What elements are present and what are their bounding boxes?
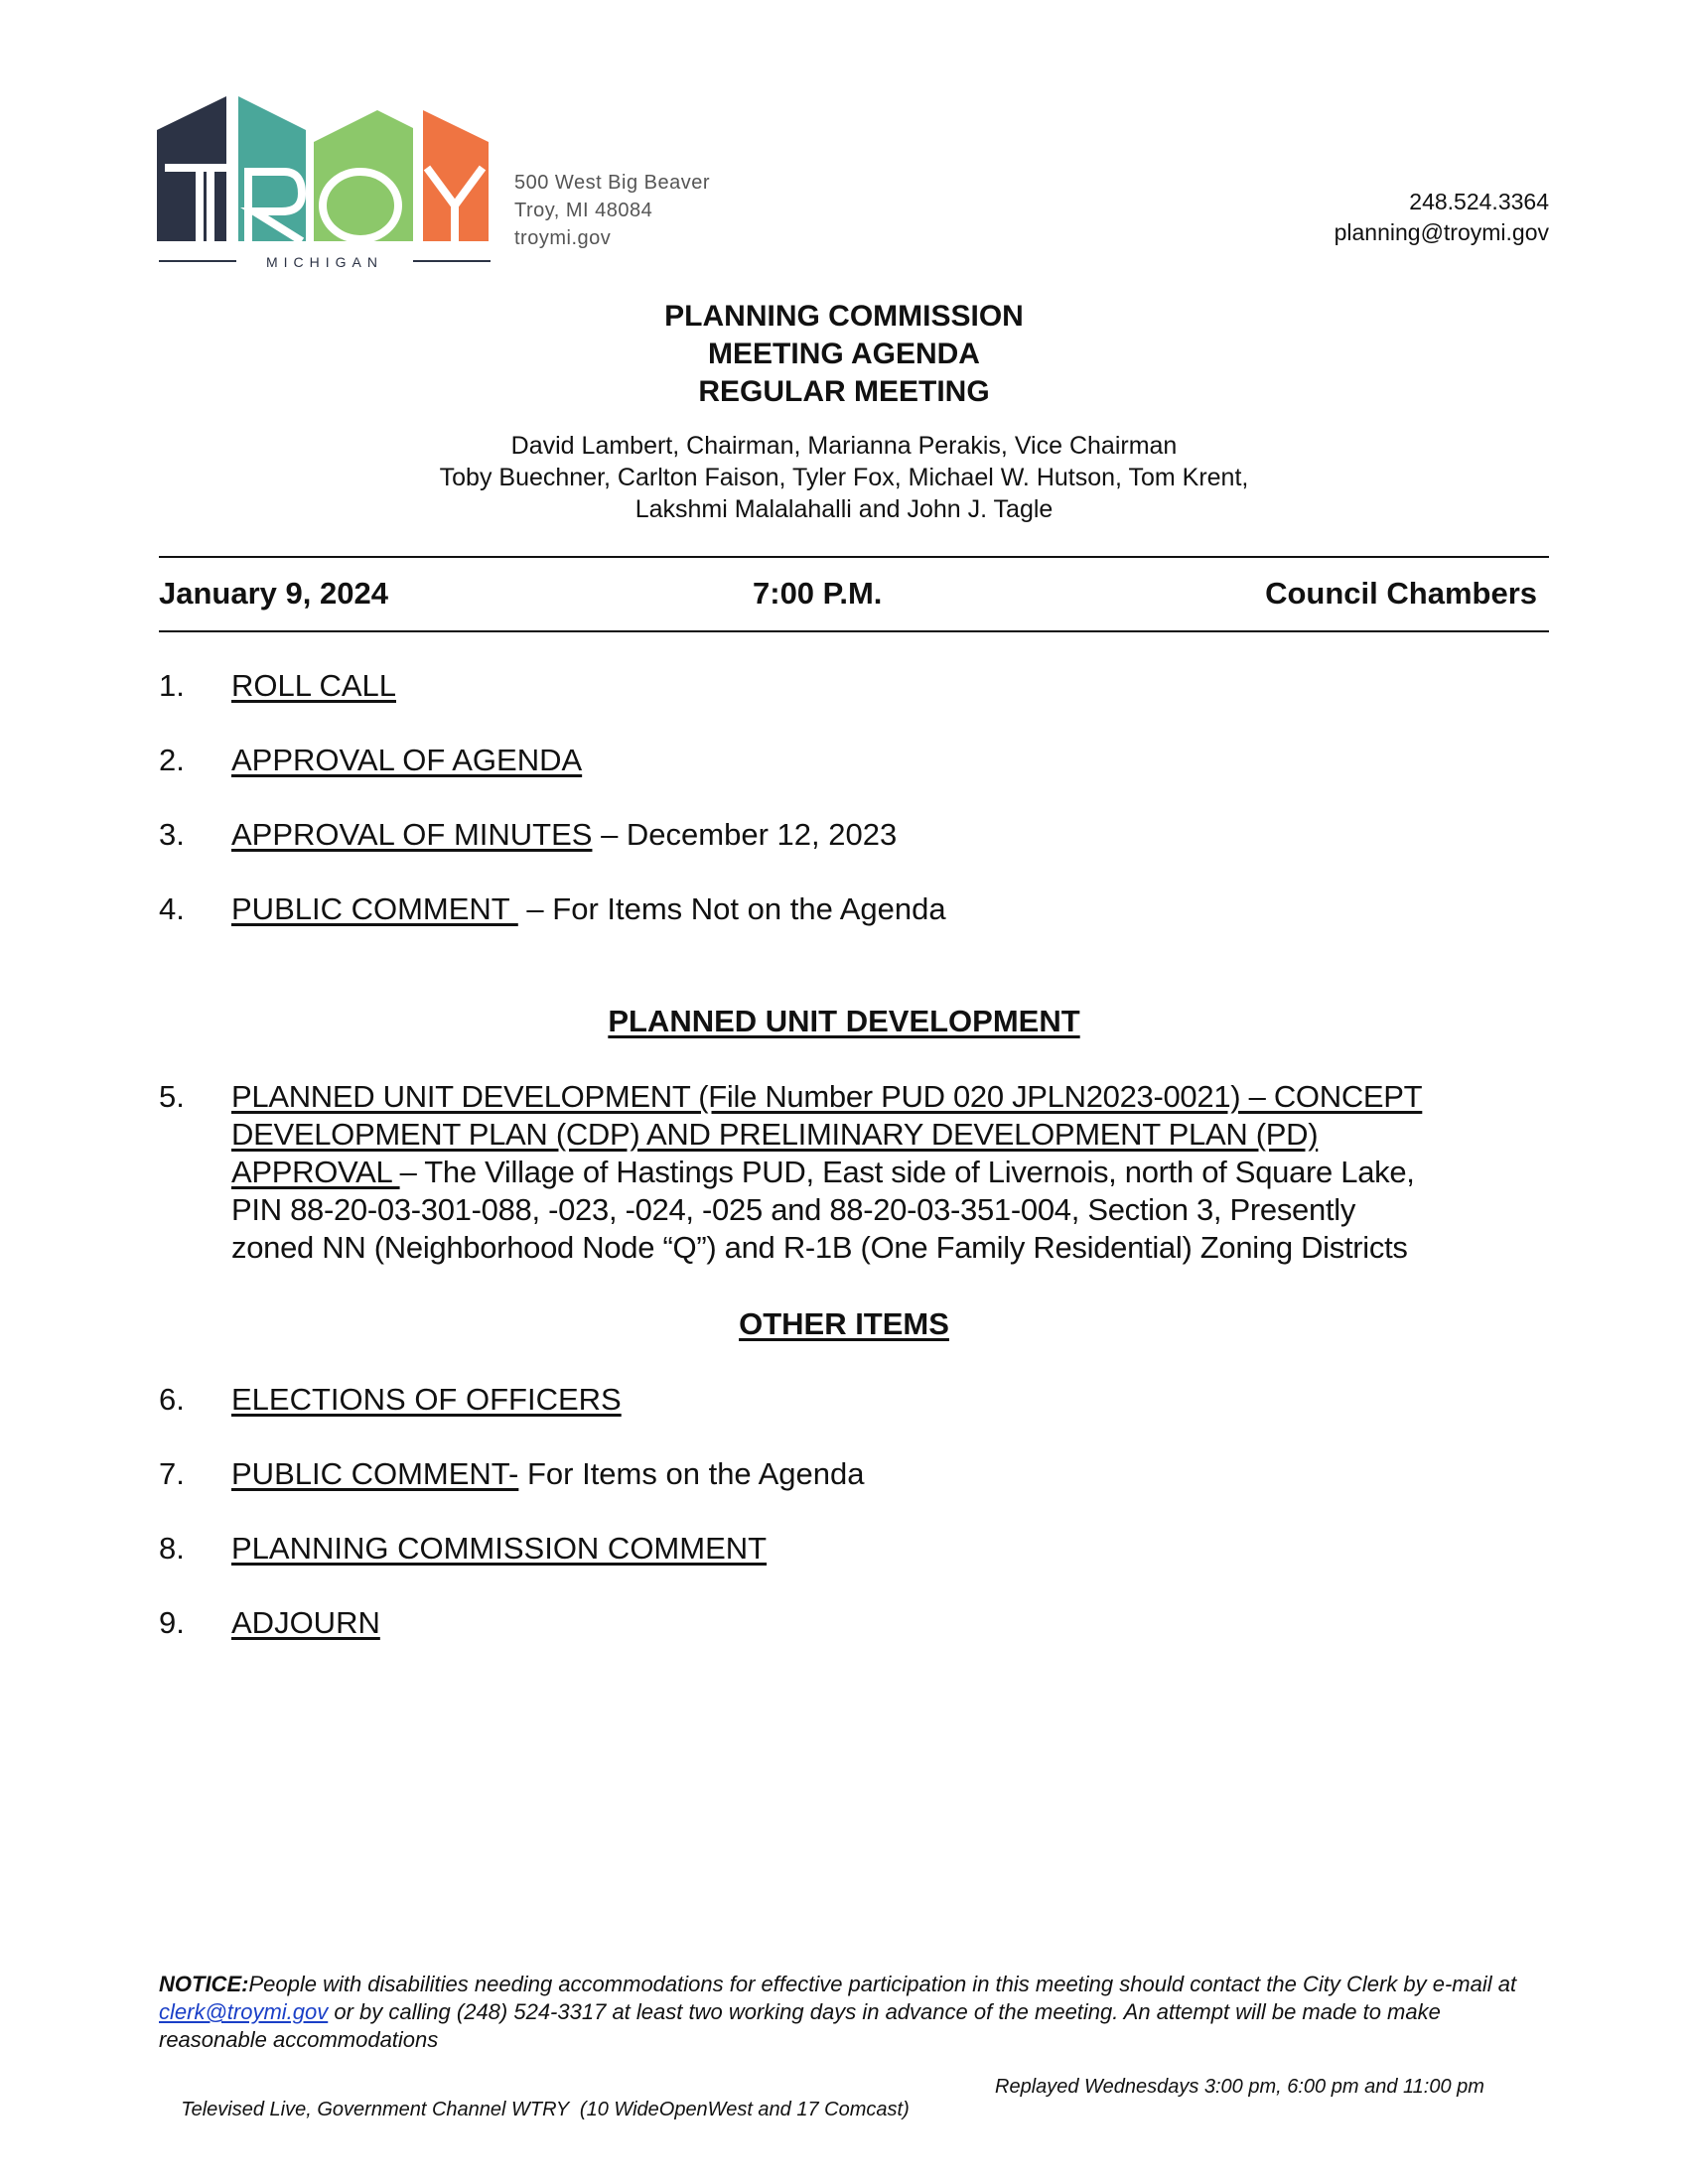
- commission-members: [0, 430, 1688, 525]
- item-title: PLANNING COMMISSION COMMENT: [231, 1531, 768, 1566]
- item-title-line: DEVELOPMENT PLAN (CDP) AND PRELIMINARY DEVELOPMENT PLAN (PD): [231, 1117, 1319, 1152]
- section-heading-pud: PLANNED UNIT DEVELOPMENT: [608, 1004, 1080, 1038]
- item-number: 4.: [159, 891, 185, 926]
- clerk-email-link[interactable]: clerk@troymi.gov: [159, 1999, 329, 2024]
- meeting-location: Council Chambers: [1265, 576, 1537, 611]
- replay-info: Replayed Wednesdays 3:00 pm, 6:00 pm and 11:00 pm: [995, 2076, 1484, 2098]
- item-detail: For Items on the Agenda: [518, 1456, 865, 1491]
- address-website[interactable]: troymi.gov: [514, 227, 612, 249]
- title-meeting-agenda: MEETING AGENDA: [708, 338, 980, 370]
- televised-info: Televised Live, Government Channel WTRY (10 WideOpenWest and 17 Comcast): [181, 2099, 910, 2120]
- item-title: PUBLIC COMMENT: [231, 891, 518, 926]
- planning-email[interactable]: planning@troymi.gov: [1334, 219, 1549, 245]
- members-line: Toby Buechner, Carlton Faison, Tyler Fox, Michael W. Hutson, Tom Krent,: [439, 464, 1249, 491]
- item-number: 1.: [159, 668, 185, 703]
- item-number: 2.: [159, 743, 185, 777]
- accessibility-notice: [159, 1971, 1549, 2054]
- logo-subtext: MICHIGAN: [266, 254, 383, 270]
- divider-bottom: [159, 630, 1549, 632]
- item-detail: PIN 88-20-03-301-088, -023, -024, -025 and 88-20-03-351-004, Section 3, Presently: [231, 1192, 1356, 1227]
- item-detail: zoned NN (Neighborhood Node “Q”) and R-1B (One Family Residential) Zoning Districts: [231, 1230, 1408, 1265]
- item-title: ROLL CALL: [231, 668, 396, 703]
- item-detail: – For Items Not on the Agenda: [517, 891, 946, 926]
- meeting-time: 7:00 P.M.: [753, 576, 883, 611]
- troy-michigan-logo: [157, 94, 494, 275]
- title-regular-meeting: REGULAR MEETING: [698, 375, 990, 408]
- divider-top: [159, 556, 1549, 558]
- section-heading-other-items: OTHER ITEMS: [739, 1306, 949, 1341]
- planning-phone: 248.524.3364: [1409, 189, 1549, 214]
- item-title: APPROVAL OF MINUTES: [231, 817, 593, 852]
- meeting-date: January 9, 2024: [159, 576, 388, 611]
- item-number: 7.: [159, 1456, 185, 1491]
- item-number: 8.: [159, 1531, 185, 1566]
- item-title: ADJOURN: [231, 1605, 380, 1640]
- broadcast-footer: [159, 2076, 1484, 2167]
- item-detail: – December 12, 2023: [592, 817, 898, 852]
- notice-text: People with disabilities needing accommodations for effective participation in this meeting should contact the City Clerk by e-mail at: [248, 1972, 1517, 1996]
- members-line: Lakshmi Malalahalli and John J. Tagle: [634, 495, 1054, 523]
- item-title-line: PLANNED UNIT DEVELOPMENT (File Number PUD 020 JPLN2023-0021) – CONCEPT: [231, 1079, 1423, 1114]
- address-street: 500 West Big Beaver: [514, 172, 711, 194]
- item-number: 5.: [159, 1079, 185, 1114]
- city-address: [514, 169, 710, 252]
- address-city: Troy, MI 48084: [514, 200, 653, 221]
- item-number: 3.: [159, 817, 185, 852]
- item-detail: – The Village of Hastings PUD, East side of Livernois, north of Square Lake,: [399, 1155, 1415, 1189]
- item-number: 9.: [159, 1605, 185, 1640]
- item-title-line: APPROVAL: [231, 1155, 400, 1189]
- item-number: 6.: [159, 1382, 185, 1417]
- item-title: ELECTIONS OF OFFICERS: [231, 1382, 622, 1417]
- notice-label: NOTICE:: [159, 1972, 249, 1996]
- agenda-titles: [0, 298, 1688, 411]
- planning-contact: [1335, 187, 1549, 248]
- title-planning-commission: PLANNING COMMISSION: [664, 300, 1024, 333]
- item-title: APPROVAL OF AGENDA: [231, 743, 583, 777]
- notice-text: or by calling (248) 524-3317 at least two working days in advance of the meeting. An attempt will be made to make reasonable accommodations: [159, 1999, 1441, 2052]
- members-line: David Lambert, Chairman, Marianna Perakis, Vice Chairman: [510, 432, 1178, 460]
- item-title: PUBLIC COMMENT-: [231, 1456, 519, 1491]
